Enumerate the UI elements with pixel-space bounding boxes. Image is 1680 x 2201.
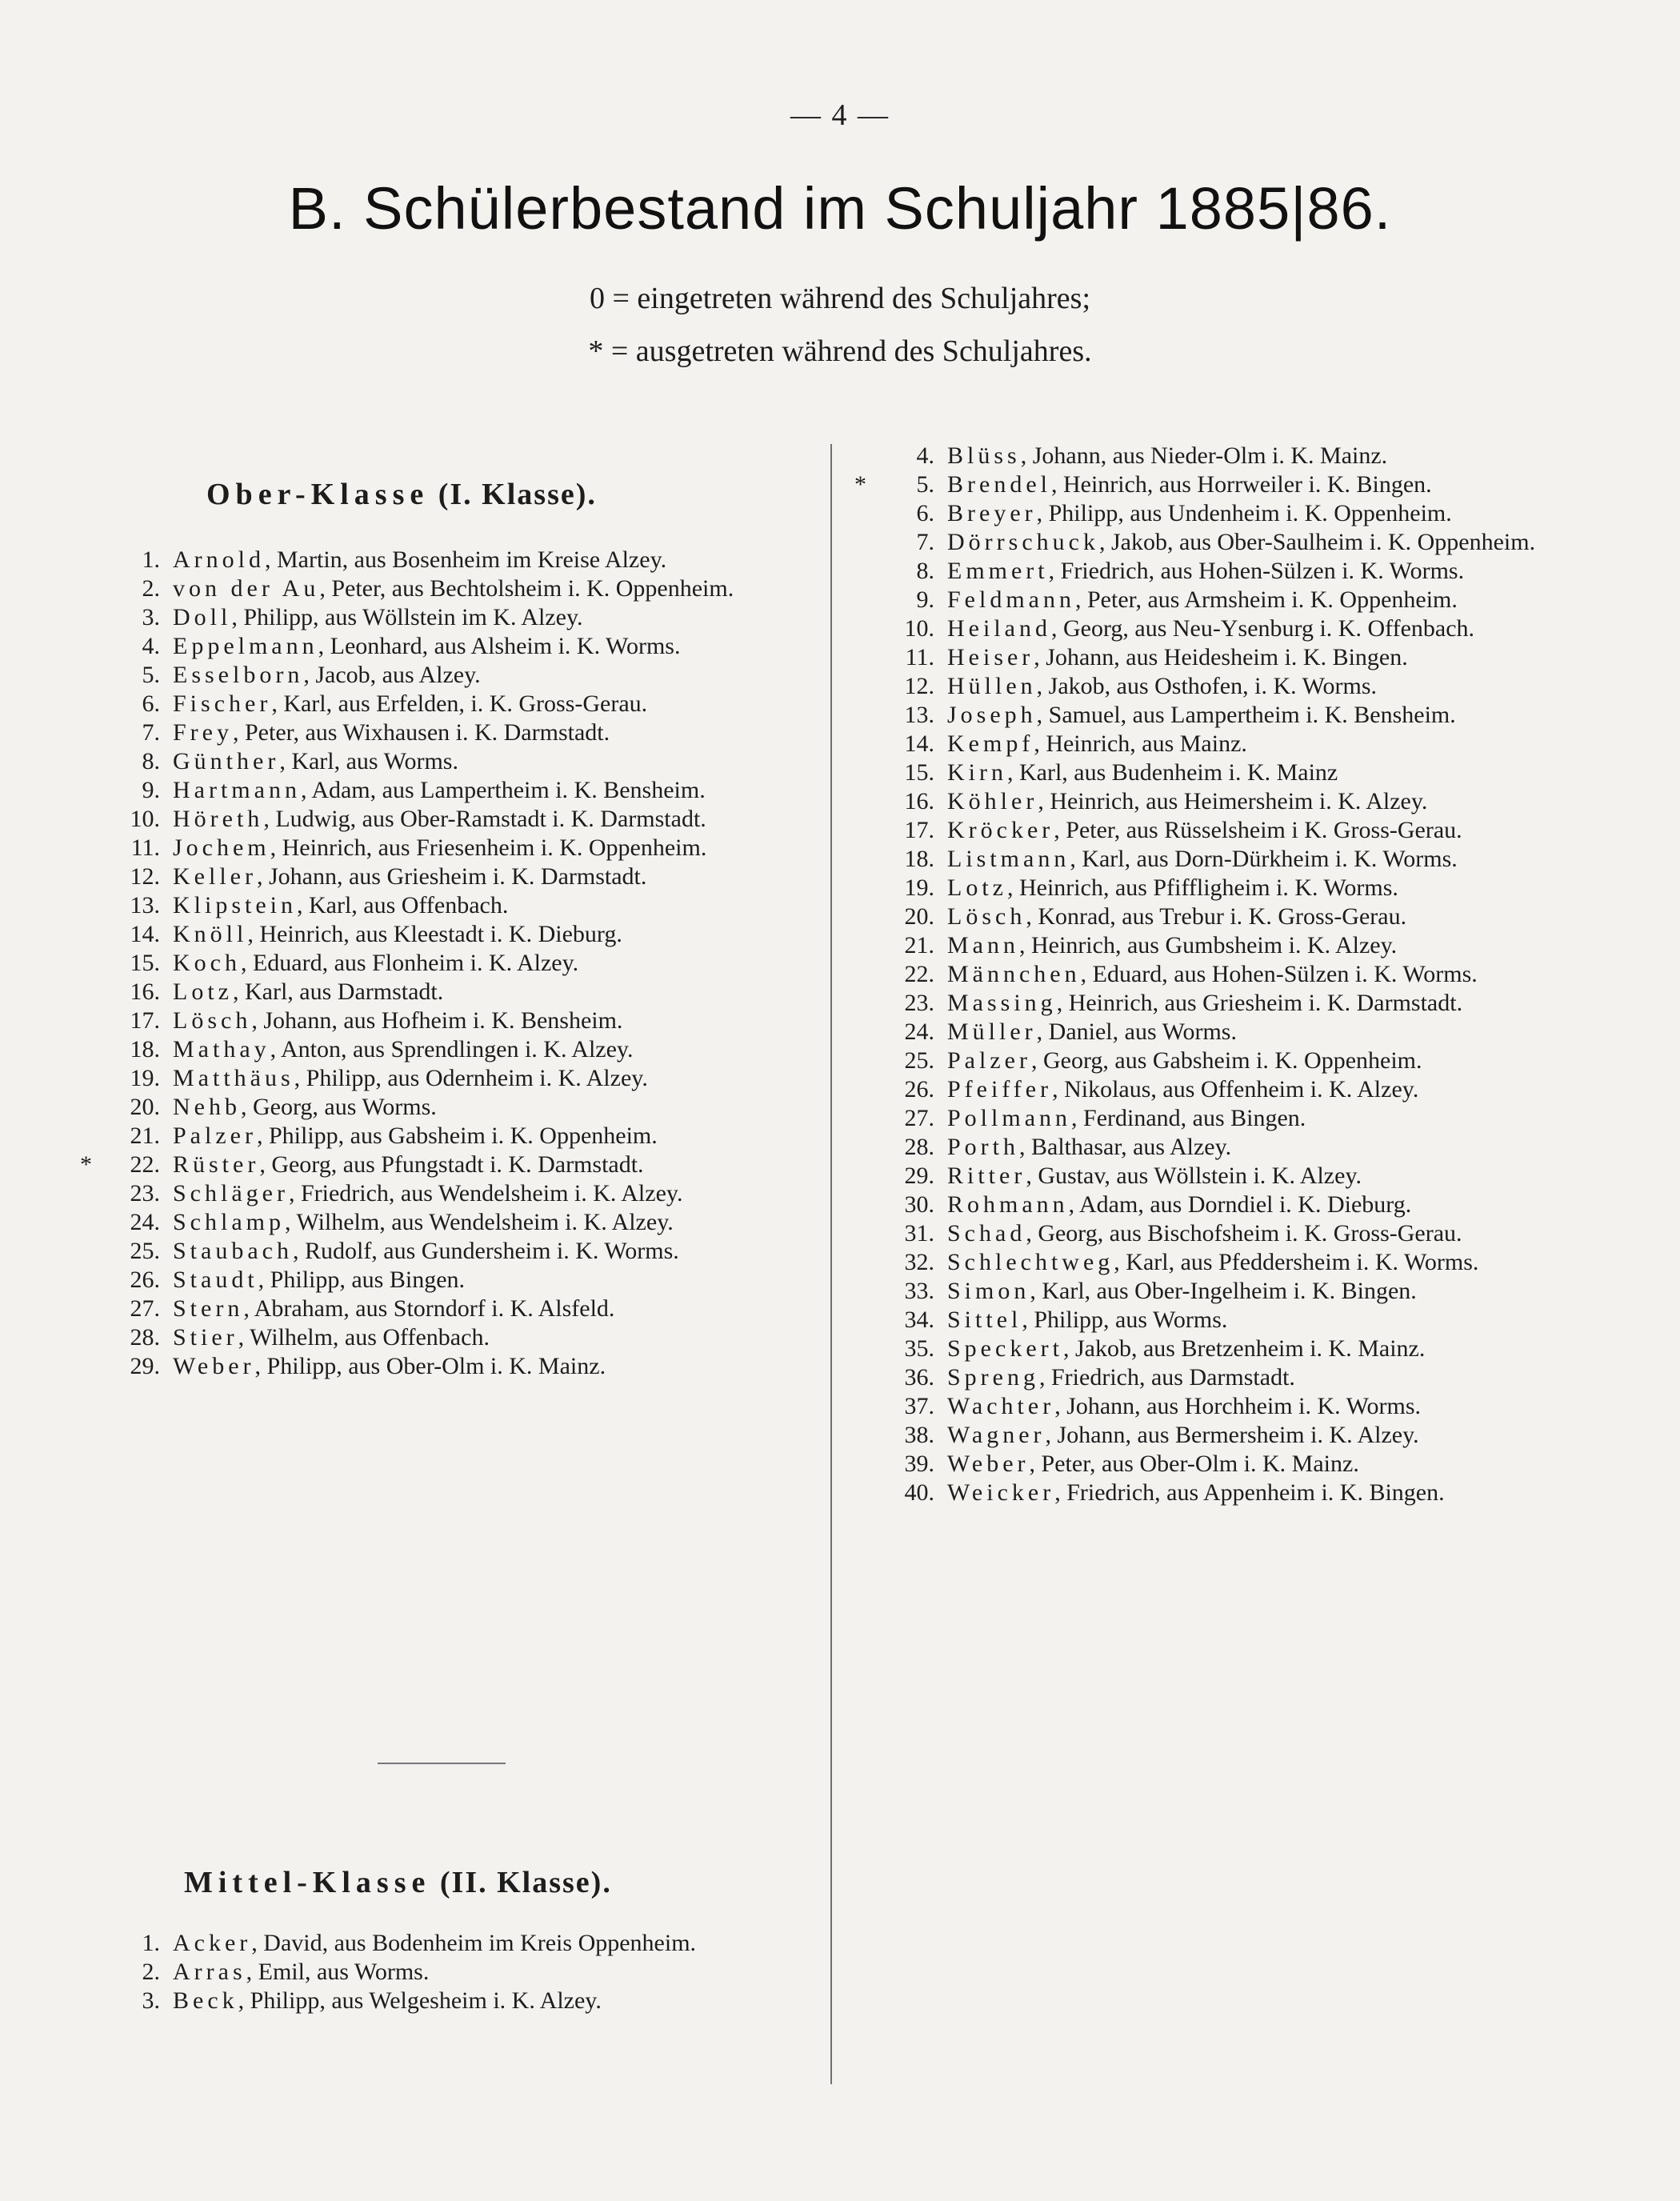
student-details: , Heinrich, aus Gumbsheim i. K. Alzey. bbox=[1019, 932, 1398, 958]
entry-number: 13. bbox=[904, 702, 934, 728]
list-item bbox=[120, 1093, 792, 1122]
student-details: , Philipp, aus Ober-Olm i. K. Mainz. bbox=[254, 1353, 606, 1379]
entry-number: 1. bbox=[142, 546, 160, 573]
entry-number: 18. bbox=[130, 1036, 160, 1062]
entry-number: 31. bbox=[904, 1220, 934, 1247]
right-column bbox=[854, 442, 1578, 1507]
student-surname: Höreth bbox=[173, 806, 264, 832]
entry-number: 16. bbox=[130, 978, 160, 1005]
student-surname: Klipstein bbox=[173, 892, 297, 918]
list-item bbox=[894, 960, 1578, 989]
entry-number: 29. bbox=[130, 1353, 160, 1379]
student-details: , Heinrich, aus Griesheim i. K. Darmstadt. bbox=[1056, 990, 1463, 1016]
student-details: , Friedrich, aus Hohen-Sülzen i. K. Worms. bbox=[1048, 558, 1465, 584]
student-surname: Pollmann bbox=[947, 1105, 1072, 1131]
student-surname: Beck bbox=[173, 1987, 238, 2014]
student-surname: Mann bbox=[947, 932, 1019, 958]
student-surname: Breyer bbox=[947, 500, 1037, 526]
student-details: , Philipp, aus Wöllstein im K. Alzey. bbox=[231, 604, 583, 630]
list-item bbox=[120, 1006, 792, 1035]
entry-number: 16. bbox=[904, 788, 934, 814]
list-item bbox=[120, 978, 792, 1006]
student-details: , Ludwig, aus Ober-Ramstadt i. K. Darmstadt. bbox=[263, 806, 706, 832]
list-item bbox=[120, 1179, 792, 1208]
entry-number: 12. bbox=[904, 673, 934, 699]
entry-number: 8. bbox=[142, 748, 160, 774]
student-details: , Rudolf, aus Gundersheim i. K. Worms. bbox=[292, 1238, 679, 1264]
entry-number: 9. bbox=[916, 586, 934, 613]
list-item bbox=[894, 1219, 1578, 1248]
student-details: , Philipp, aus Undenheim i. K. Oppenheim. bbox=[1036, 500, 1452, 526]
student-surname: Knöll bbox=[173, 921, 248, 947]
entry-number: 27. bbox=[130, 1295, 160, 1322]
entry-number: 18. bbox=[904, 846, 934, 872]
student-surname: Sittel bbox=[947, 1307, 1022, 1333]
entry-number: 13. bbox=[130, 892, 160, 918]
student-surname: Blüss bbox=[947, 442, 1021, 469]
entry-number: 29. bbox=[904, 1163, 934, 1189]
list-item bbox=[894, 1046, 1578, 1075]
entry-number: 27. bbox=[904, 1105, 934, 1131]
entry-number: 10. bbox=[130, 806, 160, 832]
list-item bbox=[120, 1323, 792, 1352]
left-column-lower bbox=[120, 1868, 792, 2015]
student-surname: Müller bbox=[947, 1018, 1037, 1045]
student-details: , Friedrich, aus Wendelsheim i. K. Alzey. bbox=[288, 1180, 683, 1207]
entry-number: 38. bbox=[904, 1422, 934, 1448]
column-divider bbox=[830, 444, 832, 2084]
student-surname: Fischer bbox=[173, 690, 272, 717]
list-item bbox=[894, 1450, 1578, 1479]
list-item bbox=[894, 931, 1578, 960]
student-surname: Arnold bbox=[173, 546, 265, 573]
student-details: , Philipp, aus Welgesheim i. K. Alzey. bbox=[238, 1987, 602, 2014]
student-surname: Hüllen bbox=[947, 673, 1037, 699]
entry-number: 8. bbox=[916, 558, 934, 584]
list-item bbox=[120, 862, 792, 891]
student-details: , Karl, aus Darmstadt. bbox=[232, 978, 444, 1005]
entry-number: 7. bbox=[142, 719, 160, 746]
student-details: , Jakob, aus Osthofen, i. K. Worms. bbox=[1036, 673, 1377, 699]
left-column bbox=[80, 478, 792, 1381]
student-surname: Palzer bbox=[947, 1047, 1031, 1074]
student-surname: Pfeiffer bbox=[947, 1076, 1053, 1103]
list-item bbox=[120, 632, 792, 661]
list-item bbox=[120, 1208, 792, 1237]
list-item bbox=[120, 661, 792, 690]
entry-number: 24. bbox=[904, 1018, 934, 1045]
student-surname: Heiland bbox=[947, 615, 1051, 642]
entry-number: 5. bbox=[142, 662, 160, 688]
student-details: , Jakob, aus Ober-Saulheim i. K. Oppenheim. bbox=[1098, 529, 1536, 555]
list-item bbox=[120, 1237, 792, 1266]
student-details: , Daniel, aus Worms. bbox=[1036, 1018, 1237, 1045]
student-details: , Wilhelm, aus Offenbach. bbox=[238, 1324, 490, 1351]
list-item bbox=[120, 1958, 792, 1987]
student-surname: Ritter bbox=[947, 1163, 1026, 1189]
student-details: , Gustav, aus Wöllstein i. K. Alzey. bbox=[1026, 1163, 1362, 1189]
student-surname: Frey bbox=[173, 719, 233, 746]
student-surname: Speckert bbox=[947, 1335, 1063, 1362]
student-surname: Kempf bbox=[947, 730, 1034, 757]
student-surname: Keller bbox=[173, 863, 257, 890]
legend bbox=[0, 272, 1680, 378]
student-surname: Köhler bbox=[947, 788, 1038, 814]
student-surname: Kröcker bbox=[947, 817, 1054, 843]
entry-number: 26. bbox=[904, 1076, 934, 1103]
entry-number: 4. bbox=[916, 442, 934, 469]
student-surname: Emmert bbox=[947, 558, 1049, 584]
list-item bbox=[120, 949, 792, 978]
student-surname: Joseph bbox=[947, 702, 1037, 728]
student-details: , Peter, aus Bechtolsheim i. K. Oppenheim. bbox=[319, 575, 734, 602]
entry-number: 10. bbox=[904, 615, 934, 642]
student-details: , Heinrich, aus Horrweiler i. K. Bingen. bbox=[1050, 471, 1432, 498]
list-item bbox=[854, 470, 1578, 499]
student-surname: Kirn bbox=[947, 759, 1007, 786]
student-details: , Johann, aus Horchheim i. K. Worms. bbox=[1054, 1393, 1421, 1419]
student-details: , Samuel, aus Lampertheim i. K. Bensheim. bbox=[1036, 702, 1456, 728]
student-details: , Friedrich, aus Appenheim i. K. Bingen. bbox=[1054, 1479, 1445, 1506]
list-item bbox=[120, 1352, 792, 1381]
student-surname: Weicker bbox=[947, 1479, 1055, 1506]
ober-klasse-list bbox=[80, 546, 792, 1381]
student-surname: Wagner bbox=[947, 1422, 1046, 1448]
student-details: , Jacob, aus Alzey. bbox=[303, 662, 481, 688]
entry-number: 33. bbox=[904, 1278, 934, 1304]
student-surname: Lösch bbox=[173, 1007, 252, 1034]
student-surname: Staubach bbox=[173, 1238, 293, 1264]
student-surname: Spreng bbox=[947, 1364, 1039, 1391]
entry-number: 15. bbox=[130, 950, 160, 976]
list-item bbox=[894, 845, 1578, 874]
section-rule bbox=[378, 1763, 506, 1764]
student-details: , Nikolaus, aus Offenheim i. K. Alzey. bbox=[1052, 1076, 1419, 1103]
student-details: , Wilhelm, aus Wendelsheim i. K. Alzey. bbox=[285, 1209, 674, 1235]
entry-number: 12. bbox=[130, 863, 160, 890]
entry-number: 20. bbox=[904, 903, 934, 930]
list-item bbox=[894, 499, 1578, 528]
entry-number: 24. bbox=[130, 1209, 160, 1235]
entry-number: 34. bbox=[904, 1307, 934, 1333]
student-details: , Eduard, aus Hohen-Sülzen i. K. Worms. bbox=[1080, 961, 1478, 987]
student-surname: Stier bbox=[173, 1324, 238, 1351]
list-item bbox=[120, 1266, 792, 1295]
student-details: , Peter, aus Armsheim i. K. Oppenheim. bbox=[1075, 586, 1458, 613]
student-details: , Karl, aus Dorn-Dürkheim i. K. Worms. bbox=[1070, 846, 1458, 872]
student-surname: Simon bbox=[947, 1278, 1030, 1304]
student-details: , Karl, aus Erfelden, i. K. Gross-Gerau. bbox=[271, 690, 648, 717]
student-surname: Dörrschuck bbox=[947, 529, 1099, 555]
entry-number: 32. bbox=[904, 1249, 934, 1275]
entry-number: 39. bbox=[904, 1451, 934, 1477]
entry-number: 40. bbox=[904, 1479, 934, 1506]
student-details: , Karl, aus Pfeddersheim i. K. Worms. bbox=[1114, 1249, 1479, 1275]
student-details: , Johann, aus Hofheim i. K. Bensheim. bbox=[251, 1007, 623, 1034]
student-details: , Heinrich, aus Kleestadt i. K. Dieburg. bbox=[247, 921, 622, 947]
student-surname: Palzer bbox=[173, 1123, 257, 1149]
entry-number: 26. bbox=[130, 1267, 160, 1293]
student-details: , Adam, aus Lampertheim i. K. Bensheim. bbox=[300, 777, 706, 803]
list-item bbox=[894, 701, 1578, 730]
student-details: , Eduard, aus Flonheim i. K. Alzey. bbox=[240, 950, 579, 976]
list-item bbox=[894, 1277, 1578, 1306]
list-item bbox=[120, 1295, 792, 1323]
student-details: , Ferdinand, aus Bingen. bbox=[1071, 1105, 1306, 1131]
student-details: , Balthasar, aus Alzey. bbox=[1019, 1134, 1232, 1160]
list-item bbox=[120, 1987, 792, 2015]
student-details: , Leonhard, aus Alsheim i. K. Worms. bbox=[318, 633, 681, 659]
list-item bbox=[894, 1075, 1578, 1104]
withdrawn-mark: * bbox=[854, 471, 866, 498]
student-surname: Schlamp bbox=[173, 1209, 285, 1235]
entry-number: 6. bbox=[916, 500, 934, 526]
list-item bbox=[894, 528, 1578, 557]
student-details: , Heinrich, aus Pfiffligheim i. K. Worms. bbox=[1006, 874, 1398, 901]
entry-number: 11. bbox=[130, 834, 160, 861]
student-details: , Johann, aus Nieder-Olm i. K. Mainz. bbox=[1020, 442, 1388, 469]
student-surname: Mathay bbox=[173, 1036, 270, 1062]
student-surname: Koch bbox=[173, 950, 241, 976]
entry-number: 25. bbox=[904, 1047, 934, 1074]
student-details: , Georg, aus Pfungstadt i. K. Darmstadt. bbox=[259, 1151, 644, 1178]
mittel-klasse-list-part2 bbox=[854, 442, 1578, 1507]
entry-number: 35. bbox=[904, 1335, 934, 1362]
student-details: , Philipp, aus Gabsheim i. K. Oppenheim. bbox=[256, 1123, 658, 1149]
student-details: , Peter, aus Ober-Olm i. K. Mainz. bbox=[1029, 1451, 1359, 1477]
entry-number: 21. bbox=[904, 932, 934, 958]
student-details: , Georg, aus Gabsheim i. K. Oppenheim. bbox=[1030, 1047, 1422, 1074]
student-surname: Heiser bbox=[947, 644, 1034, 670]
list-item bbox=[894, 902, 1578, 931]
list-item bbox=[894, 1363, 1578, 1392]
student-details: , Georg, aus Bischofsheim i. K. Gross-Gerau. bbox=[1026, 1220, 1462, 1247]
student-surname: Lotz bbox=[173, 978, 233, 1005]
student-surname: Arras bbox=[173, 1959, 246, 1985]
list-item bbox=[120, 718, 792, 747]
page-title: B. Schülerbestand im Schuljahr 1885|86. bbox=[288, 175, 1392, 242]
student-surname: Massing bbox=[947, 990, 1057, 1016]
student-surname: Lösch bbox=[947, 903, 1026, 930]
student-details: , David, aus Bodenheim im Kreis Oppenheim. bbox=[251, 1930, 697, 1956]
list-item bbox=[894, 1421, 1578, 1450]
list-item bbox=[120, 546, 792, 574]
student-details: , Abraham, aus Storndorf i. K. Alsfeld. bbox=[243, 1295, 615, 1322]
student-details: , Philipp, aus Worms. bbox=[1022, 1307, 1228, 1333]
student-details: , Philipp, aus Bingen. bbox=[258, 1267, 466, 1293]
list-item bbox=[894, 1191, 1578, 1219]
student-details: , Peter, aus Wixhausen i. K. Darmstadt. bbox=[233, 719, 610, 746]
list-item bbox=[894, 1479, 1578, 1507]
student-surname: Schad bbox=[947, 1220, 1026, 1247]
legend-left: * = ausgetreten während des Schuljahres. bbox=[588, 334, 1092, 368]
student-surname: Porth bbox=[947, 1134, 1020, 1160]
entry-number: 2. bbox=[142, 1959, 160, 1985]
list-item bbox=[894, 758, 1578, 787]
student-surname: Weber bbox=[173, 1353, 255, 1379]
list-item bbox=[120, 805, 792, 834]
list-item bbox=[120, 776, 792, 805]
student-details: , Philipp, aus Odernheim i. K. Alzey. bbox=[294, 1065, 648, 1091]
list-item bbox=[894, 586, 1578, 614]
entry-number: 21. bbox=[130, 1123, 160, 1149]
entry-number: 3. bbox=[142, 604, 160, 630]
mittel-klasse-heading: Mittel-Klasse (II. Klasse). bbox=[184, 1866, 612, 1899]
student-surname: Hartmann bbox=[173, 777, 301, 803]
list-item bbox=[894, 989, 1578, 1018]
list-item bbox=[894, 1306, 1578, 1335]
student-surname: Esselborn bbox=[173, 662, 304, 688]
list-item bbox=[894, 816, 1578, 845]
list-item bbox=[894, 643, 1578, 672]
student-details: , Heinrich, aus Mainz. bbox=[1034, 730, 1247, 757]
student-details: , Johann, aus Heidesheim i. K. Bingen. bbox=[1034, 644, 1408, 670]
mittel-klasse-list-part1 bbox=[120, 1929, 792, 2015]
student-details: , Konrad, aus Trebur i. K. Gross-Gerau. bbox=[1026, 903, 1407, 930]
entry-number: 37. bbox=[904, 1393, 934, 1419]
list-item bbox=[894, 1248, 1578, 1277]
entry-number: 23. bbox=[904, 990, 934, 1016]
entry-number: 9. bbox=[142, 777, 160, 803]
entry-number: 5. bbox=[916, 471, 934, 498]
list-item bbox=[894, 874, 1578, 902]
student-details: , Karl, aus Offenbach. bbox=[297, 892, 509, 918]
entry-number: 22. bbox=[130, 1151, 160, 1178]
student-surname: Rüster bbox=[173, 1151, 260, 1178]
student-surname: Stern bbox=[173, 1295, 244, 1322]
student-surname: Wachter bbox=[947, 1393, 1055, 1419]
student-surname: Feldmann bbox=[947, 586, 1075, 613]
legend-entered: 0 = eingetreten während des Schuljahres; bbox=[589, 282, 1091, 315]
ober-klasse-heading: Ober-Klasse (I. Klasse). bbox=[206, 478, 597, 511]
student-details: , Karl, aus Worms. bbox=[279, 748, 458, 774]
student-details: , Martin, aus Bosenheim im Kreise Alzey. bbox=[265, 546, 667, 573]
entry-number: 1. bbox=[142, 1930, 160, 1956]
student-surname: Eppelmann bbox=[173, 633, 318, 659]
entry-number: 17. bbox=[904, 817, 934, 843]
entry-number: 22. bbox=[904, 961, 934, 987]
list-item bbox=[120, 574, 792, 603]
entry-number: 28. bbox=[130, 1324, 160, 1351]
entry-number: 4. bbox=[142, 633, 160, 659]
student-surname: Acker bbox=[173, 1930, 252, 1956]
entry-number: 28. bbox=[904, 1134, 934, 1160]
list-item bbox=[894, 672, 1578, 701]
list-item bbox=[80, 1151, 792, 1179]
student-details: , Anton, aus Sprendlingen i. K. Alzey. bbox=[270, 1036, 634, 1062]
entry-number: 11. bbox=[905, 644, 934, 670]
list-item bbox=[894, 787, 1578, 816]
entry-number: 25. bbox=[130, 1238, 160, 1264]
student-surname: Nehb bbox=[173, 1094, 241, 1120]
student-surname: Staudt bbox=[173, 1267, 258, 1293]
student-surname: Brendel bbox=[947, 471, 1051, 498]
list-item bbox=[894, 614, 1578, 643]
withdrawn-mark: * bbox=[80, 1151, 92, 1178]
list-item bbox=[894, 1162, 1578, 1191]
student-details: , Karl, aus Ober-Ingelheim i. K. Bingen. bbox=[1030, 1278, 1417, 1304]
student-surname: von der Au bbox=[173, 575, 320, 602]
student-surname: Doll bbox=[173, 604, 232, 630]
list-item bbox=[894, 557, 1578, 586]
student-details: , Johann, aus Bermersheim i. K. Alzey. bbox=[1045, 1422, 1419, 1448]
entry-number: 23. bbox=[130, 1180, 160, 1207]
student-surname: Weber bbox=[947, 1451, 1030, 1477]
student-details: , Friedrich, aus Darmstadt. bbox=[1039, 1364, 1295, 1391]
student-surname: Jochem bbox=[173, 834, 270, 861]
entry-number: 15. bbox=[904, 759, 934, 786]
student-surname: Männchen bbox=[947, 961, 1081, 987]
entry-number: 19. bbox=[904, 874, 934, 901]
student-surname: Rohmann bbox=[947, 1191, 1069, 1218]
list-item bbox=[120, 1122, 792, 1151]
student-details: , Jakob, aus Bretzenheim i. K. Mainz. bbox=[1062, 1335, 1426, 1362]
student-details: , Peter, aus Rüsselsheim i K. Gross-Gerau. bbox=[1054, 817, 1462, 843]
entry-number: 19. bbox=[130, 1065, 160, 1091]
entry-number: 7. bbox=[916, 529, 934, 555]
student-surname: Schlechtweg bbox=[947, 1249, 1114, 1275]
student-surname: Günther bbox=[173, 748, 280, 774]
student-details: , Georg, aus Neu-Ysenburg i. K. Offenbach. bbox=[1050, 615, 1475, 642]
student-surname: Matthäus bbox=[173, 1065, 294, 1091]
entry-number: 17. bbox=[130, 1007, 160, 1034]
list-item bbox=[120, 891, 792, 920]
list-item bbox=[894, 1104, 1578, 1133]
student-details: , Heinrich, aus Heimersheim i. K. Alzey. bbox=[1038, 788, 1428, 814]
entry-number: 14. bbox=[130, 921, 160, 947]
page-number: — 4 — bbox=[790, 98, 890, 132]
list-item bbox=[120, 603, 792, 632]
student-details: , Karl, aus Budenheim i. K. Mainz bbox=[1007, 759, 1338, 786]
student-details: , Georg, aus Worms. bbox=[240, 1094, 437, 1120]
student-surname: Lotz bbox=[947, 874, 1007, 901]
entry-number: 30. bbox=[904, 1191, 934, 1218]
list-item bbox=[120, 1064, 792, 1093]
student-surname: Schläger bbox=[173, 1180, 289, 1207]
student-details: , Heinrich, aus Friesenheim i. K. Oppenheim. bbox=[270, 834, 707, 861]
student-details: , Johann, aus Griesheim i. K. Darmstadt. bbox=[256, 863, 647, 890]
student-details: , Emil, aus Worms. bbox=[246, 1959, 430, 1985]
entry-number: 2. bbox=[142, 575, 160, 602]
list-item bbox=[120, 1035, 792, 1064]
entry-number: 6. bbox=[142, 690, 160, 717]
list-item bbox=[120, 1929, 792, 1958]
list-item bbox=[894, 1018, 1578, 1046]
student-surname: Listmann bbox=[947, 846, 1070, 872]
list-item bbox=[120, 834, 792, 862]
list-item bbox=[894, 1335, 1578, 1363]
entry-number: 36. bbox=[904, 1364, 934, 1391]
list-item bbox=[894, 730, 1578, 758]
student-details: , Adam, aus Dorndiel i. K. Dieburg. bbox=[1068, 1191, 1412, 1218]
list-item bbox=[120, 747, 792, 776]
list-item bbox=[894, 1392, 1578, 1421]
list-item bbox=[120, 920, 792, 949]
list-item bbox=[120, 690, 792, 718]
list-item bbox=[894, 1133, 1578, 1162]
entry-number: 3. bbox=[142, 1987, 160, 2014]
entry-number: 20. bbox=[130, 1094, 160, 1120]
list-item bbox=[894, 442, 1578, 470]
entry-number: 14. bbox=[904, 730, 934, 757]
